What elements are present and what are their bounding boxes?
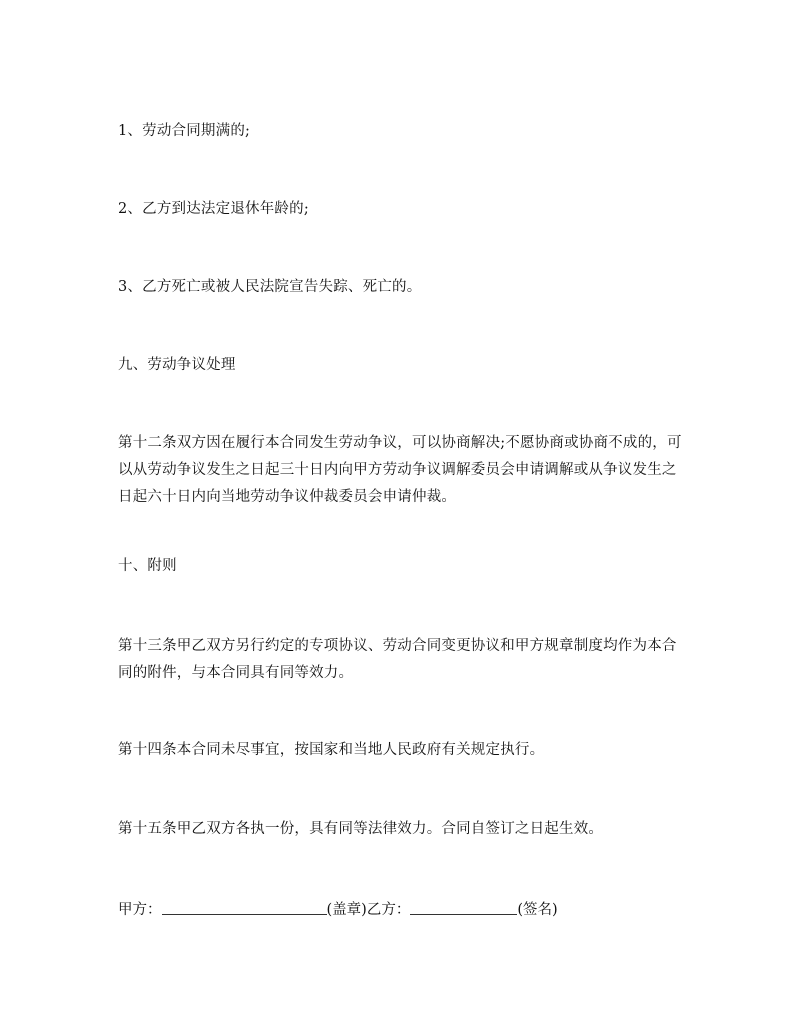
clause-item-2: 2、乙方到达法定退休年龄的; (118, 201, 309, 217)
party-a-suffix: (盖章) (326, 902, 367, 918)
signature-line (118, 895, 558, 924)
party-b-label: 乙方： (366, 902, 411, 918)
article-14: 第十四条本合同未尽事宜，按国家和当地人民政府有关规定执行。 (118, 742, 545, 758)
article-15: 第十五条甲乙双方各执一份，具有同等法律效力。合同自签订之日起生效。 (118, 821, 604, 837)
clause-item-3: 3、乙方死亡或被人民法院宣告失踪、死亡的。 (118, 279, 422, 295)
section-heading-supplementary: 十、附则 (118, 558, 177, 574)
party-a-label: 甲方： (118, 902, 162, 918)
party-b-suffix: (签名) (517, 902, 558, 918)
section-heading-dispute: 九、劳动争议处理 (118, 357, 236, 373)
clause-item-1: 1、劳动合同期满的; (118, 123, 251, 139)
party-a-blank (162, 896, 327, 915)
party-b-blank (410, 896, 517, 915)
article-12: 第十二条双方因在履行本合同发生劳动争议，可以协商解决;不愿协商或协商不成的，可以从劳动争议发生之日起三十日内向甲方劳动争议调解委员会申请调解或从争议发生之日起六十日内向当地劳动争议仲裁委员会申请仲裁。 (118, 435, 682, 505)
article-13: 第十三条甲乙双方另行约定的专项协议、劳动合同变更协议和甲方规章制度均作为本合同的附件，与本合同具有同等效力。 (118, 638, 677, 681)
